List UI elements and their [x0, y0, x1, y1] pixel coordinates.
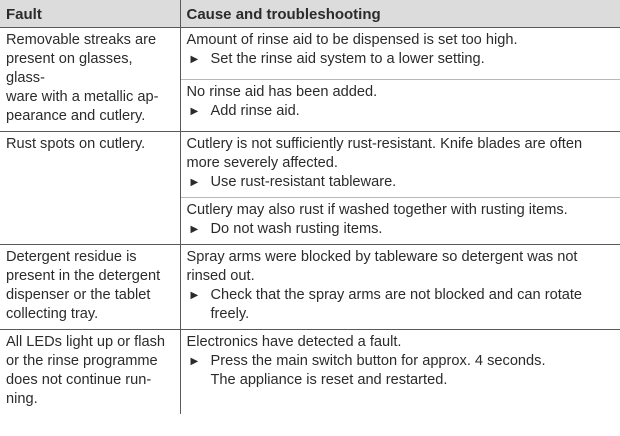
fault-cell: Rust spots on cutlery.	[0, 132, 180, 245]
triangle-right-icon: ▶	[190, 290, 199, 301]
triangle-right-icon: ▶	[190, 54, 199, 65]
remedy-step: ▶ Press the main switch button for approx. 4 seconds.	[190, 353, 546, 369]
triangle-right-icon: ▶	[190, 177, 199, 188]
cause-cell: Cutlery may also rust if washed together with rusting items. ▶ Do not wash rusting items.	[180, 198, 620, 245]
remedy-step: ▶ Use rust-resistant tableware.	[190, 174, 397, 190]
table-row	[0, 245, 620, 330]
cause-cell: Amount of rinse aid to be dispensed is set too high. ▶ Set the rinse aid system to a lower setting.	[180, 28, 620, 80]
triangle-right-icon: ▶	[190, 224, 199, 235]
cause-cell: Electronics have detected a fault. ▶ Press the main switch button for approx. 4 seconds. The appliance is reset and restarted.	[180, 330, 620, 415]
triangle-right-icon: ▶	[190, 106, 199, 117]
table-row	[0, 132, 620, 198]
fault-cell: All LEDs light up or flash or the rinse programme does not continue run- ning.	[0, 330, 180, 415]
remedy-step: ▶ Check that the spray arms are not blocked and can rotate	[190, 287, 583, 303]
cause-cell: Cutlery is not sufficiently rust-resistant. Knife blades are often more severely affected. ▶ Use rust-resistant tableware.	[180, 132, 620, 198]
fault-cell: Removable streaks are present on glasses, glass- ware with a metallic ap- pearance and cutlery.	[0, 28, 180, 132]
remedy-step: ▶ Set the rinse aid system to a lower setting.	[190, 51, 485, 67]
remedy-step: ▶ Add rinse aid.	[190, 103, 300, 119]
header-cause: Cause and troubleshooting	[180, 0, 620, 28]
triangle-right-icon: ▶	[190, 356, 199, 367]
table-header-row	[0, 0, 620, 28]
table-row	[0, 330, 620, 415]
remedy-step: ▶ Do not wash rusting items.	[190, 221, 383, 237]
table-row	[0, 28, 620, 80]
header-fault: Fault	[0, 0, 180, 28]
cause-cell: Spray arms were blocked by tableware so detergent was not rinsed out. ▶ Check that the spray arms are not blocked and can rotate freely.	[180, 245, 620, 330]
cause-cell: No rinse aid has been added. ▶ Add rinse aid.	[180, 80, 620, 132]
fault-cell: Detergent residue is present in the detergent dispenser or the tablet collecting tray.	[0, 245, 180, 330]
